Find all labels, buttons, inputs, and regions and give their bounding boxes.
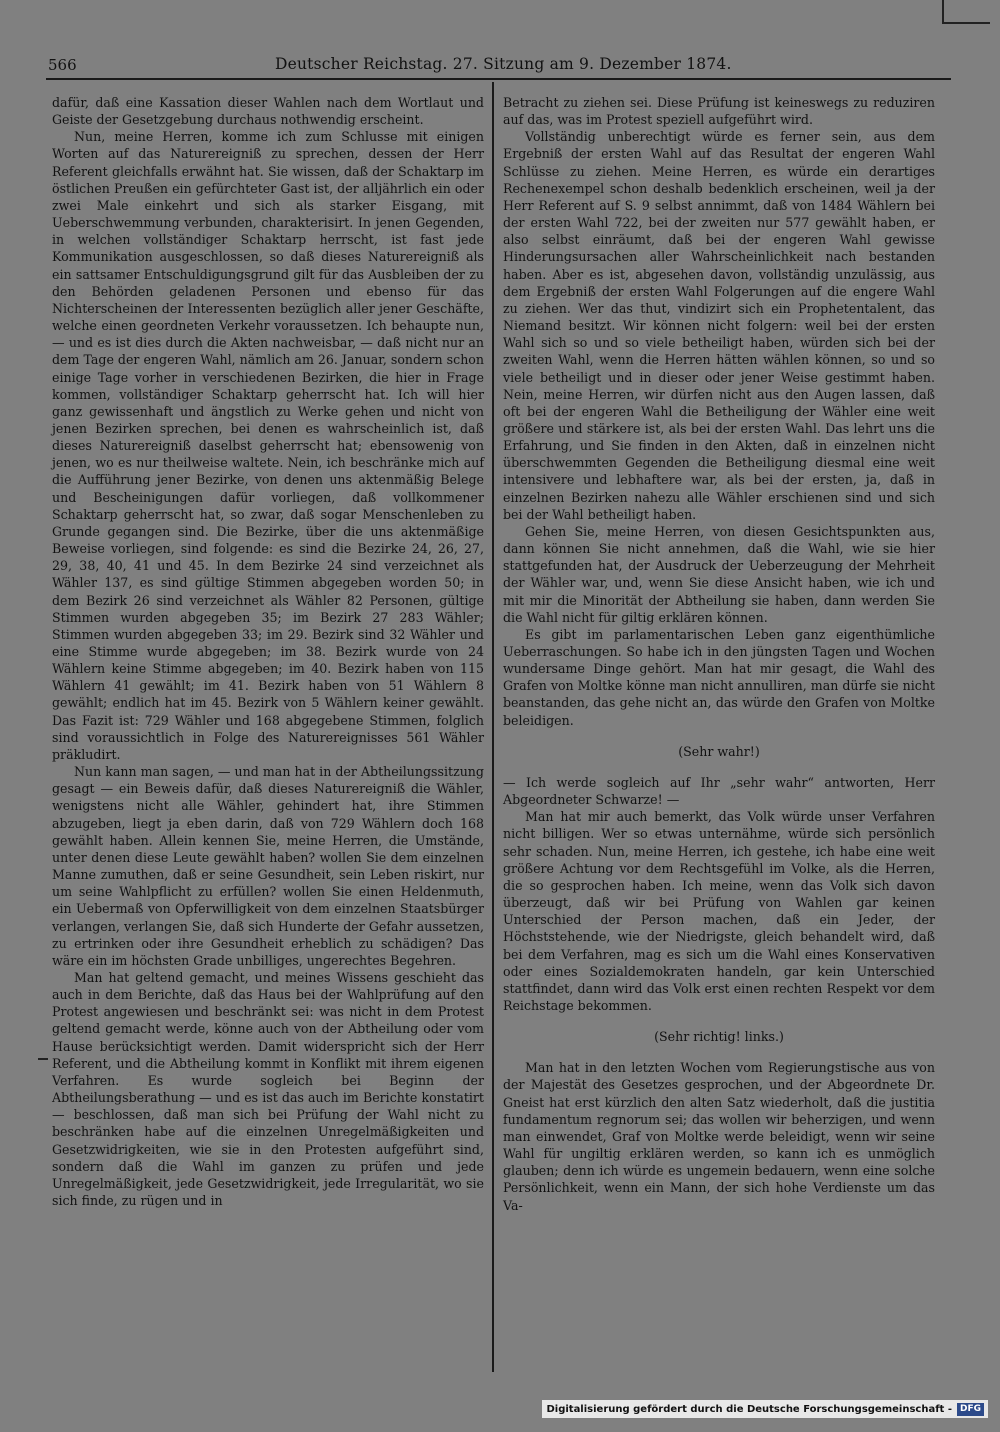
footer-credit-text: Digitalisierung gefördert durch die Deutsche Forschungsgemeinschaft - xyxy=(546,1403,952,1415)
right-column xyxy=(503,94,935,1214)
running-title: Deutscher Reichstag. 27. Sitzung am 9. Dezember 1874. xyxy=(275,55,732,73)
paragraph: Man hat in den letzten Wochen vom Regierungstische aus von der Majestät des Gesetzes gesprochen, und der Abgeordnete Dr. Gneist hat erst kürzlich den alten Satz wiederholt, daß die justitia fundamentum regnorum sei; das wollen wir beherzigen, und wenn man einwendet, Graf von Moltke werde beleidigt, wenn wir seine Wahl für ungiltig erklären werden, so kann ich es unmöglich glauben; denn ich würde es ungemein bedauern, wenn eine solche Persönlichkeit, wenn ein Mann, der sich hohe Verdienste um das Va- xyxy=(503,1060,935,1213)
paragraph: Es gibt im parlamentarischen Leben ganz eigenthümliche Ueberraschungen. So habe ich in den jüngsten Tagen und Wochen wundersame Dinge gehört. Man hat mir gesagt, die Wahl des Grafen von Moltke könne man nicht annulliren, man dürfe sie nicht beanstanden, das gehe nicht an, das würde den Grafen von Moltke beleidigen. xyxy=(503,626,935,728)
interjection: (Sehr richtig! links.) xyxy=(654,1029,784,1045)
paragraph: dafür, daß eine Kassation dieser Wahlen nach dem Wortlaut und Geiste der Gesetzgebung durchaus nothwendig erscheint. xyxy=(52,95,484,128)
column-divider xyxy=(492,82,494,1372)
interjection: (Sehr wahr!) xyxy=(678,743,760,759)
margin-mark xyxy=(38,1058,48,1060)
left-column xyxy=(52,94,484,1209)
page-number: 566 xyxy=(48,56,77,74)
footer-credit xyxy=(542,1400,988,1418)
paragraph: Man hat mir auch bemerkt, das Volk würde unser Verfahren nicht billigen. Wer so etwas unternähme, würde sich persönlich sehr schaden. Nun, meine Herren, ich gestehe, ich habe eine weit größere Achtung vor dem Rechtsgefühl im Volke, als die Herren, die so gesprochen haben. Ich meine, wenn das Volk sich davon überzeugt, daß wir bei Prüfung von Wahlen gar keinen Unterschied der Person machen, daß ein Jeder, der Höchststehende, wie der Niedrigste, gleich behandelt wird, daß bei dem Verfahren, mag es sich um die Wahl eines Konservativen oder eines Sozialdemokraten handeln, gar kein Unterschied stattfindet, dann wird das Volk erst einen rechten Respekt vor dem Reichstage bekommen. xyxy=(503,809,935,1013)
paragraph: Betracht zu ziehen sei. Diese Prüfung ist keineswegs zu reduziren auf das, was im Protest speziell aufgeführt wird. xyxy=(503,95,935,128)
dfg-logo: DFG xyxy=(957,1403,984,1416)
paragraph: Gehen Sie, meine Herren, von diesen Gesichtspunkten aus, dann können Sie nicht annehmen, daß die Wahl, wie sie hier stattgefunden hat, der Ausdruck der Ueberzeugung der Mehrheit der Wähler war, und, wenn Sie diese Ansicht haben, wie ich und mit mir die Minorität der Abtheilung sie haben, dann werden Sie die Wahl nicht für giltig erklären können. xyxy=(503,523,935,625)
paragraph: — Ich werde sogleich auf Ihr „sehr wahr“ antworten, Herr Abgeordneter Schwarze! — xyxy=(503,774,935,808)
paragraph: Man hat geltend gemacht, und meines Wissens geschieht das auch in dem Berichte, daß das Haus bei der Wahlprüfung auf den Protest angewiesen und beschränkt sei: was nicht in dem Protest geltend gemacht werde, könne auch von der Abtheilung oder vom Hause berücksichtigt werden. Damit widerspricht sich der Herr Referent, und die Abtheilung kommt in Konflikt mit ihrem eigenen Verfahren. Es wurde sogleich bei Beginn der Abtheilungsberathung — und es ist das auch im Berichte konstatirt — beschlossen, daß man sich bei Prüfung der Wahl nicht zu beschränken habe auf die einzelnen Unregelmäßigkeiten und Gesetzwidrigkeiten, wie sie in den Protesten aufgeführt sind, sondern daß die Wahl im ganzen zu prüfen und jede Unregelmäßigkeit, jede Gesetzwidrigkeit, jede Irregularität, wo sie sich finde, zu rügen und in xyxy=(52,969,484,1208)
paragraph: Vollständig unberechtigt würde es ferner sein, aus dem Ergebniß der ersten Wahl auf das Resultat der engeren Wahl Schlüsse zu ziehen. Meine Herren, es würde ein derartiges Rechenexempel schon deshalb bedenklich erscheinen, weil ja der Herr Referent auf S. 9 selbst annimmt, daß von 1484 Wählern bei der ersten Wahl 722, bei der zweiten nur 577 gewählt haben, er also selbst einräumt, daß bei der engeren Wahl gewisse Hinderungsursachen aller Wahrscheinlichkeit nach bestanden haben. Aber es ist, abgesehen davon, vollständig unzulässig, aus dem Ergebniß der ersten Wahl Folgerungen auf die engere Wahl zu ziehen. Wer das thut, vindizirt sich ein Prophetentalent, das Niemand besitzt. Wir können nicht folgern: weil bei der ersten Wahl sich so und so viele betheiligt haben, würden sich bei der zweiten Wahl, wenn die Herren hätten wählen können, so und so viele betheiligt und in dieser oder jener Weise gestimmt haben. Nein, meine Herren, wir dürfen nicht aus den Augen lassen, daß oft bei der engeren Wahl die Betheiligung der Wähler eine weit größere und stärkere ist, als bei der ersten Wahl. Das lehrt uns die Erfahrung, und Sie finden in den Akten, daß in einzelnen nicht überschwemmten Gegenden die Betheiligung diesmal eine weit intensivere und lebhaftere war, als bei der ersten, ja, daß in einzelnen Bezirken nahezu alle Wähler erschienen sind und sich bei der Wahl betheiligt haben. xyxy=(503,129,935,522)
page-corner-mark xyxy=(942,0,990,24)
paragraph: Nun, meine Herren, komme ich zum Schlusse mit einigen Worten auf das Naturereigniß zu sprechen, dessen der Herr Referent gleichfalls erwähnt hat. Sie wissen, daß der Schaktarp im östlichen Preußen ein gefürchteter Gast ist, der alljährlich ein oder zwei Male einkehrt und sich als starker Eisgang, mit Ueberschwemmung verbunden, charakterisirt. In jenen Gegenden, in welchen vollständiger Schaktarp herrscht, ist fast jede Kommunikation ausgeschlossen, so daß dieses Naturereigniß als ein sattsamer Entschuldigungsgrund gilt für das Ausbleiben der zu den Behörden geladenen Personen und ebenso für das Nichterscheinen der Interessenten bezüglich aller jener Geschäfte, welche einen geordneten Verkehr voraussetzen. Ich behaupte nun, — und es ist dies durch die Akten nachweisbar, — daß nicht nur an dem Tage der engeren Wahl, nämlich am 26. Januar, sondern schon einige Tage vorher in verschiedenen Bezirken, die hier in Frage kommen, vollständiger Schaktarp geherrscht hat. Ich will hier ganz gewissenhaft und ängstlich zu Werke gehen und nicht von jenen Bezirken sprechen, bei denen es wahrscheinlich ist, daß dieses Naturereigniß daselbst geherrscht hat; ebensowenig von jenen, wo es nur theilweise waltete. Nein, ich beschränke mich auf die Aufführung jener Bezirke, von denen uns aktenmäßig Belege und Bescheinigungen dafür vorliegen, daß vollkommener Schaktarp geherrscht hat, so zwar, daß sogar Menschenleben zu Grunde gegangen sind. Die Bezirke, über die uns aktenmäßige Beweise vorliegen, sind folgende: es sind die Bezirke 24, 26, 27, 29, 38, 40, 41 und 45. In dem Bezirke 24 sind verzeichnet als Wähler 137, es sind gültige Stimmen abgegeben worden 50; in dem Bezirk 26 sind verzeichnet als Wähler 82 Personen, gültige Stimmen wurden abgegeben 35; im Bezirk 27 283 Wähler; Stimmen wurden abgegeben 33; im 29. Bezirk sind 32 Wähler und eine Stimme wurde abgegeben; im 38. Bezirk wurde von 24 Wählern keine Stimme abgegeben; im 40. Bezirk haben von 115 Wählern 41 gewählt; im 41. Bezirk haben von 51 Wählern 8 gewählt; endlich hat im 45. Bezirk von 5 Wählern keiner gewählt. Das Fazit ist: 729 Wähler und 168 abgegebene Stimmen, folglich sind voraussichtlich in Folge des Naturereignisses 561 Wähler präkludirt. xyxy=(52,129,484,762)
paragraph: Nun kann man sagen, — und man hat in der Abtheilungssitzung gesagt — ein Beweis dafür, daß dieses Naturereigniß die Wähler, wenigstens nicht alle Wähler, gehindert hat, ihre Stimmen abzugeben, liegt ja eben darin, daß von 729 Wählern doch 168 gewählt haben. Allein kennen Sie, meine Herren, die Umstände, unter denen diese Leute gewählt haben? wollen Sie dem einzelnen Manne zumuthen, daß er seine Gesundheit, sein Leben riskirt, nur um seine Wahlpflicht zu erfüllen? wollen Sie einen Heldenmuth, ein Uebermaß von Opferwilligkeit von dem einzelnen Staatsbürger verlangen, verlangen Sie, daß sich Hunderte der Gefahr aussetzen, zu ertrinken oder ihre Gesundheit erheblich zu schädigen? Das wäre ein im höchsten Grade unbilliges, ungerechtes Begehren. xyxy=(52,764,484,968)
header-rule xyxy=(46,78,951,80)
